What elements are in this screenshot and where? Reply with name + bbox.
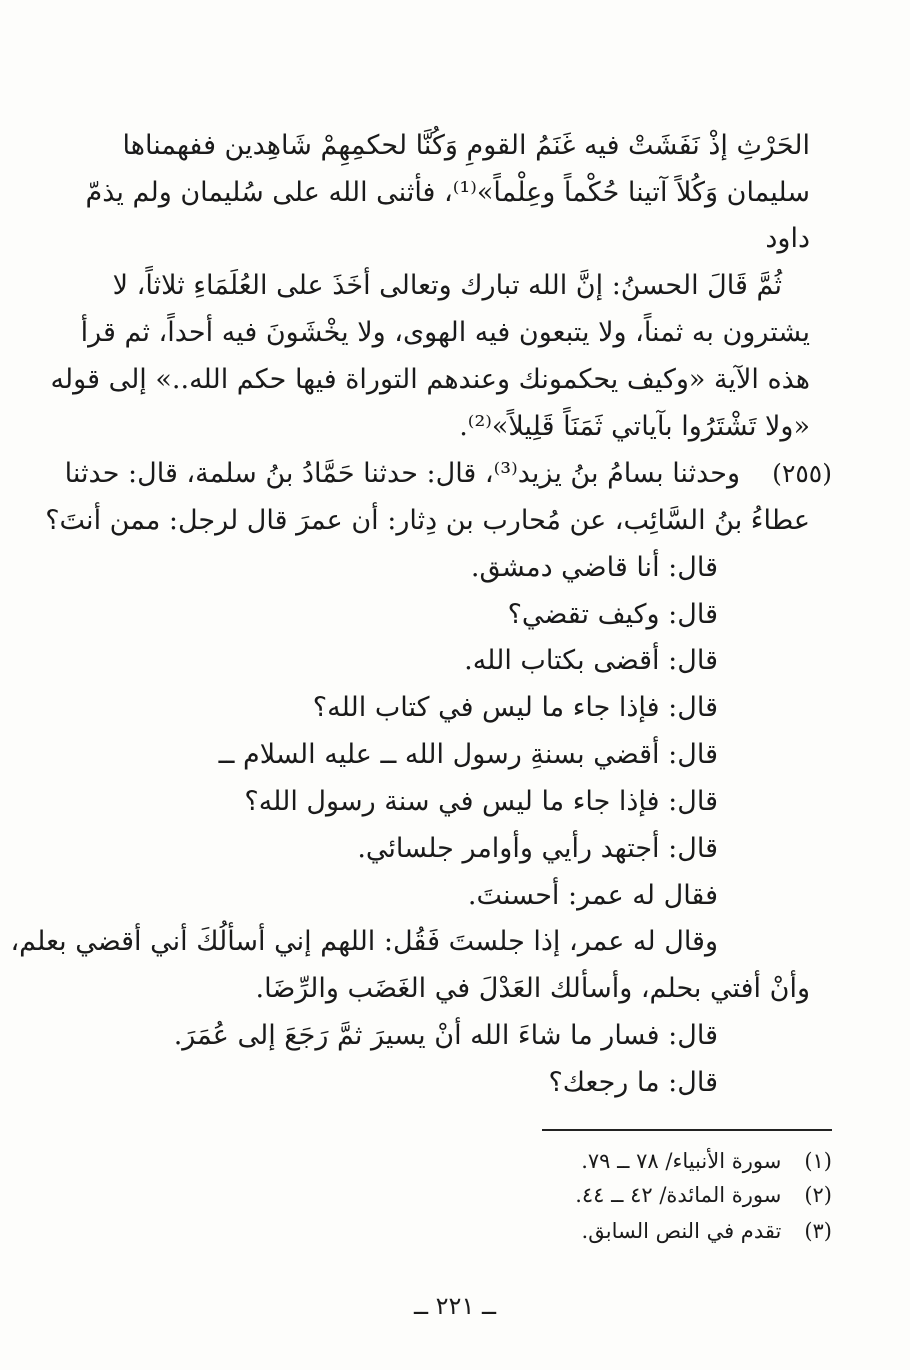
- dialogue-line: فقال له عمر: أحسنتَ.: [467, 880, 718, 911]
- footnote: [582, 1216, 832, 1246]
- footnote-number: (٢): [804, 1183, 832, 1207]
- footnote-text: سورة المائدة/ ٤٢ ــ ٤٤.: [575, 1183, 782, 1207]
- footnote-divider: [542, 1129, 832, 1131]
- footnote-text: تقدم في النص السابق.: [581, 1219, 782, 1243]
- text-line: وحدثنا بسامُ بنُ يزيد⁽³⁾، قال: حدثنا حَمَّادُ بنُ سلمة، قال: حدثنا: [64, 458, 740, 489]
- text-line: وأنْ أفتي بحلم، وأسألك العَدْلَ في الغَضَب والرِّضَا.: [255, 973, 810, 1004]
- dialogue-line: قال: أقضي بسنةِ رسول الله ــ عليه السلام ــ: [218, 739, 718, 770]
- footnote-number: (٣): [804, 1219, 832, 1243]
- footnote: [575, 1180, 832, 1210]
- text-line: الحَرْثِ إذْ نَفَشَتْ فيه غَنَمُ القومِ وَكُنَّا لحكمِهِمْ شَاهِدين ففهمناها: [122, 130, 810, 161]
- page-number: ــ ٢٢١ ــ: [413, 1292, 497, 1320]
- dialogue-line: قال: فسار ما شاءَ الله أنْ يسيرَ ثمَّ رَجَعَ إلى عُمَرَ.: [173, 1020, 718, 1051]
- hadith-number: (٢٥٥): [772, 459, 832, 488]
- dialogue-line: قال: أنا قاضي دمشق.: [470, 552, 718, 583]
- dialogue-line: قال: فإذا جاء ما ليس في كتاب الله؟: [312, 692, 718, 723]
- dialogue-line: قال: وكيف تقضي؟: [507, 599, 718, 630]
- text-line: ثُمَّ قَالَ الحسنُ: إنَّ الله تبارك وتعالى أخَذَ على العُلَمَاءِ ثلاثاً، لا: [112, 270, 782, 301]
- text-line: عطاءُ بنُ السَّائِب، عن مُحارب بن دِثار: أن عمرَ قال لرجل: ممن أنتَ؟: [45, 505, 810, 536]
- text-line: هذه الآية «وكيف يحكمونك وعندهم التوراة فيها حكم الله..» إلى قوله: [50, 364, 810, 395]
- text-line: يشترون به ثمناً، ولا يتبعون فيه الهوى، ولا يخْشَونَ فيه أحداً، ثم قرأ: [80, 317, 810, 348]
- text-line: وقال له عمر، إذا جلستَ فَقُل: اللهم إني أسألُكَ أني أقضي بعلم،: [10, 926, 718, 957]
- footnote: [581, 1146, 832, 1176]
- dialogue-line: قال: فإذا جاء ما ليس في سنة رسول الله؟: [244, 786, 718, 817]
- text-line: سليمان وَكُلاً آتينا حُكْماً وعِلْماً»⁽¹⁾، فأثنى الله على سُليمان ولم يذمّ: [85, 177, 810, 208]
- text-line: داود: [765, 223, 810, 254]
- dialogue-line: قال: أقضى بكتاب الله.: [464, 645, 718, 676]
- footnote-number: (١): [804, 1149, 832, 1173]
- dialogue-line: قال: ما رجعك؟: [548, 1067, 718, 1098]
- footnote-text: سورة الأنبياء/ ٧٨ ــ ٧٩.: [581, 1149, 782, 1173]
- dialogue-line: قال: أجتهد رأيي وأوامر جلسائي.: [357, 833, 718, 864]
- text-line: «ولا تَشْتَرُوا بآياتي ثَمَنَاً قَلِيلاً»⁽²⁾.: [459, 411, 810, 442]
